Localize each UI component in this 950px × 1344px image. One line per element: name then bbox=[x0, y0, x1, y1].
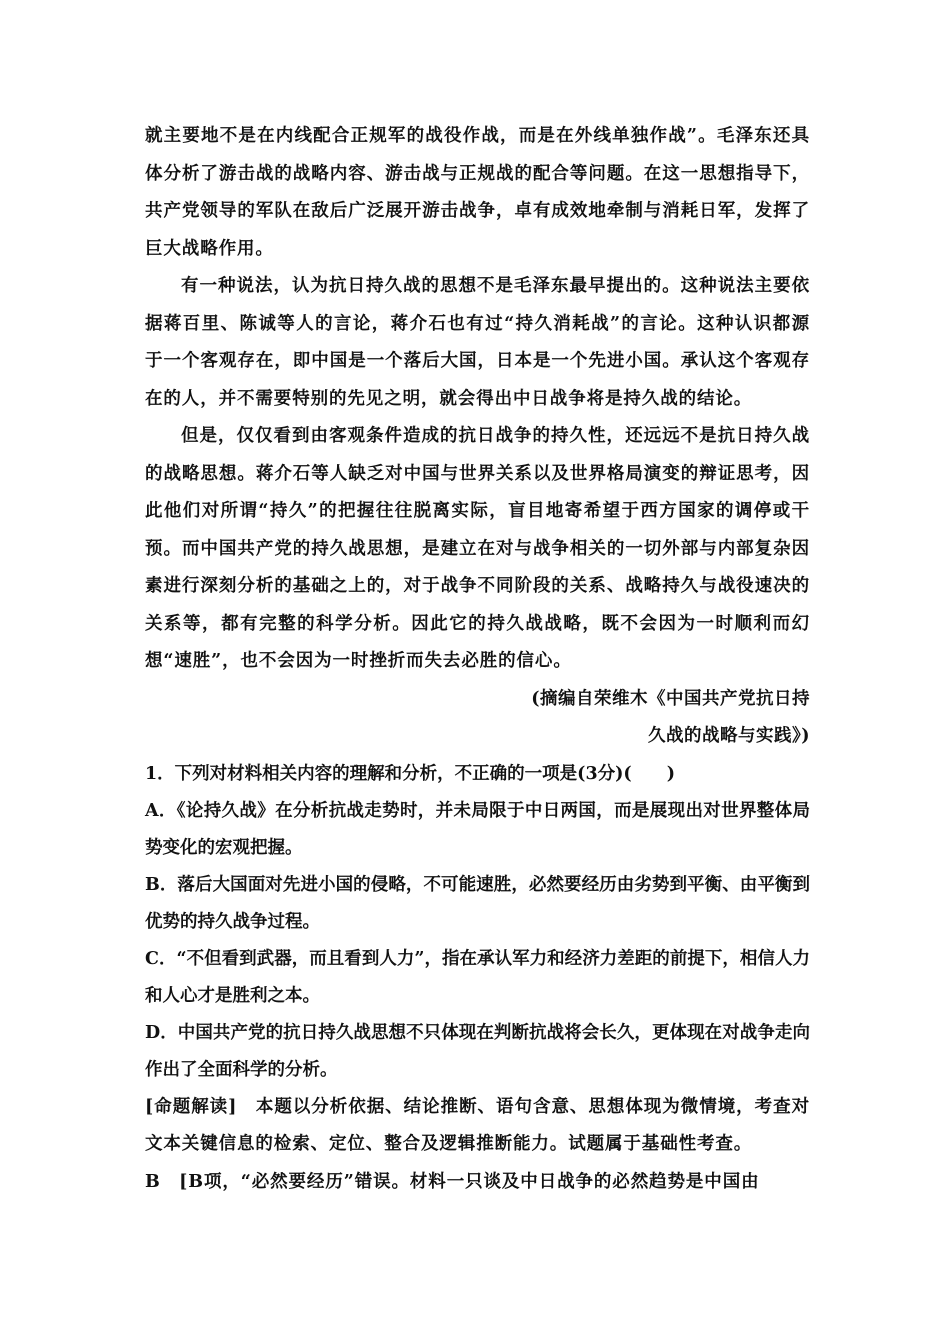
analysis-paragraph bbox=[145, 1089, 810, 1164]
source-citation-line-1: (摘编自荣维木《中国共产党抗日持 bbox=[531, 688, 810, 709]
answer-line: B [B项，“必然要经历”错误。材料一只谈及中日战争的必然趋势是中国由 bbox=[145, 1171, 760, 1192]
option-c: C．“不但看到武器，而且看到人力”，指在承认军力和经济力差距的前提下，相信人力和人心才是胜利之本。 bbox=[145, 948, 810, 1006]
option-a: A．《论持久战》在分析抗战走势时，并未局限于中日两国，而是展现出对世界整体局势变化的宏观把握。 bbox=[145, 800, 810, 858]
article-paragraph-2: 有一种说法，认为抗日持久战的思想不是毛泽东最早提出的。这种说法主要依据蒋百里、陈诚等人的言论，蒋介石也有过“持久消耗战”的言论。这种认识都源于一个客观存在，即中国是一个落后大国，日本是一个先进小国。承认这个客观存在的人，并不需要特别的先见之明，就会得出中日战争将是持久战的结论。 bbox=[145, 276, 810, 409]
question-stem: 1．下列对材料相关内容的理解和分析，不正确的一项是(3分)( ) bbox=[145, 763, 675, 784]
analysis-tag: [命题解读] bbox=[145, 1096, 238, 1117]
analysis-text: 本题以分析依据、结论推断、语句含意、思想体现为微情境，考查对文本关键信息的检索、定位、整合及逻辑推断能力。试题属于基础性考查。 bbox=[145, 1096, 810, 1154]
article-paragraph-1: 就主要地不是在内线配合正规军的战役作战，而是在外线单独作战”。毛泽东还具体分析了游击战的战略内容、游击战与正规战的配合等问题。在这一思想指导下，共产党领导的军队在敌后广泛展开游击战争，卓有成效地牵制与消耗日军，发挥了巨大战略作用。 bbox=[145, 126, 810, 259]
document-page bbox=[145, 118, 810, 1201]
source-citation-line-2: 久战的战略与实践》) bbox=[647, 726, 810, 746]
option-b: B．落后大国面对先进小国的侵略，不可能速胜，必然要经历由劣势到平衡、由平衡到优势的持久战争过程。 bbox=[145, 874, 810, 932]
article-paragraph-3: 但是，仅仅看到由客观条件造成的抗日战争的持久性，还远远不是抗日持久战的战略思想。蒋介石等人缺乏对中国与世界关系以及世界格局演变的辩证思考，因此他们对所谓“持久”的把握往往脱离实际，盲目地寄希望于西方国家的调停或干预。而中国共产党的持久战思想，是建立在对与战争相关的一切外部与内部复杂因素进行深刻分析的基础之上的，对于战争不同阶段的关系、战略持久与战役速决的关系等，都有完整的科学分析。因此它的持久战战略，既不会因为一时顺利而幻想“速胜”，也不会因为一时挫折而失去必胜的信心。 bbox=[145, 426, 810, 671]
option-d: D．中国共产党的抗日持久战思想不只体现在判断抗战将会长久，更体现在对战争走向作出了全面科学的分析。 bbox=[145, 1022, 810, 1080]
